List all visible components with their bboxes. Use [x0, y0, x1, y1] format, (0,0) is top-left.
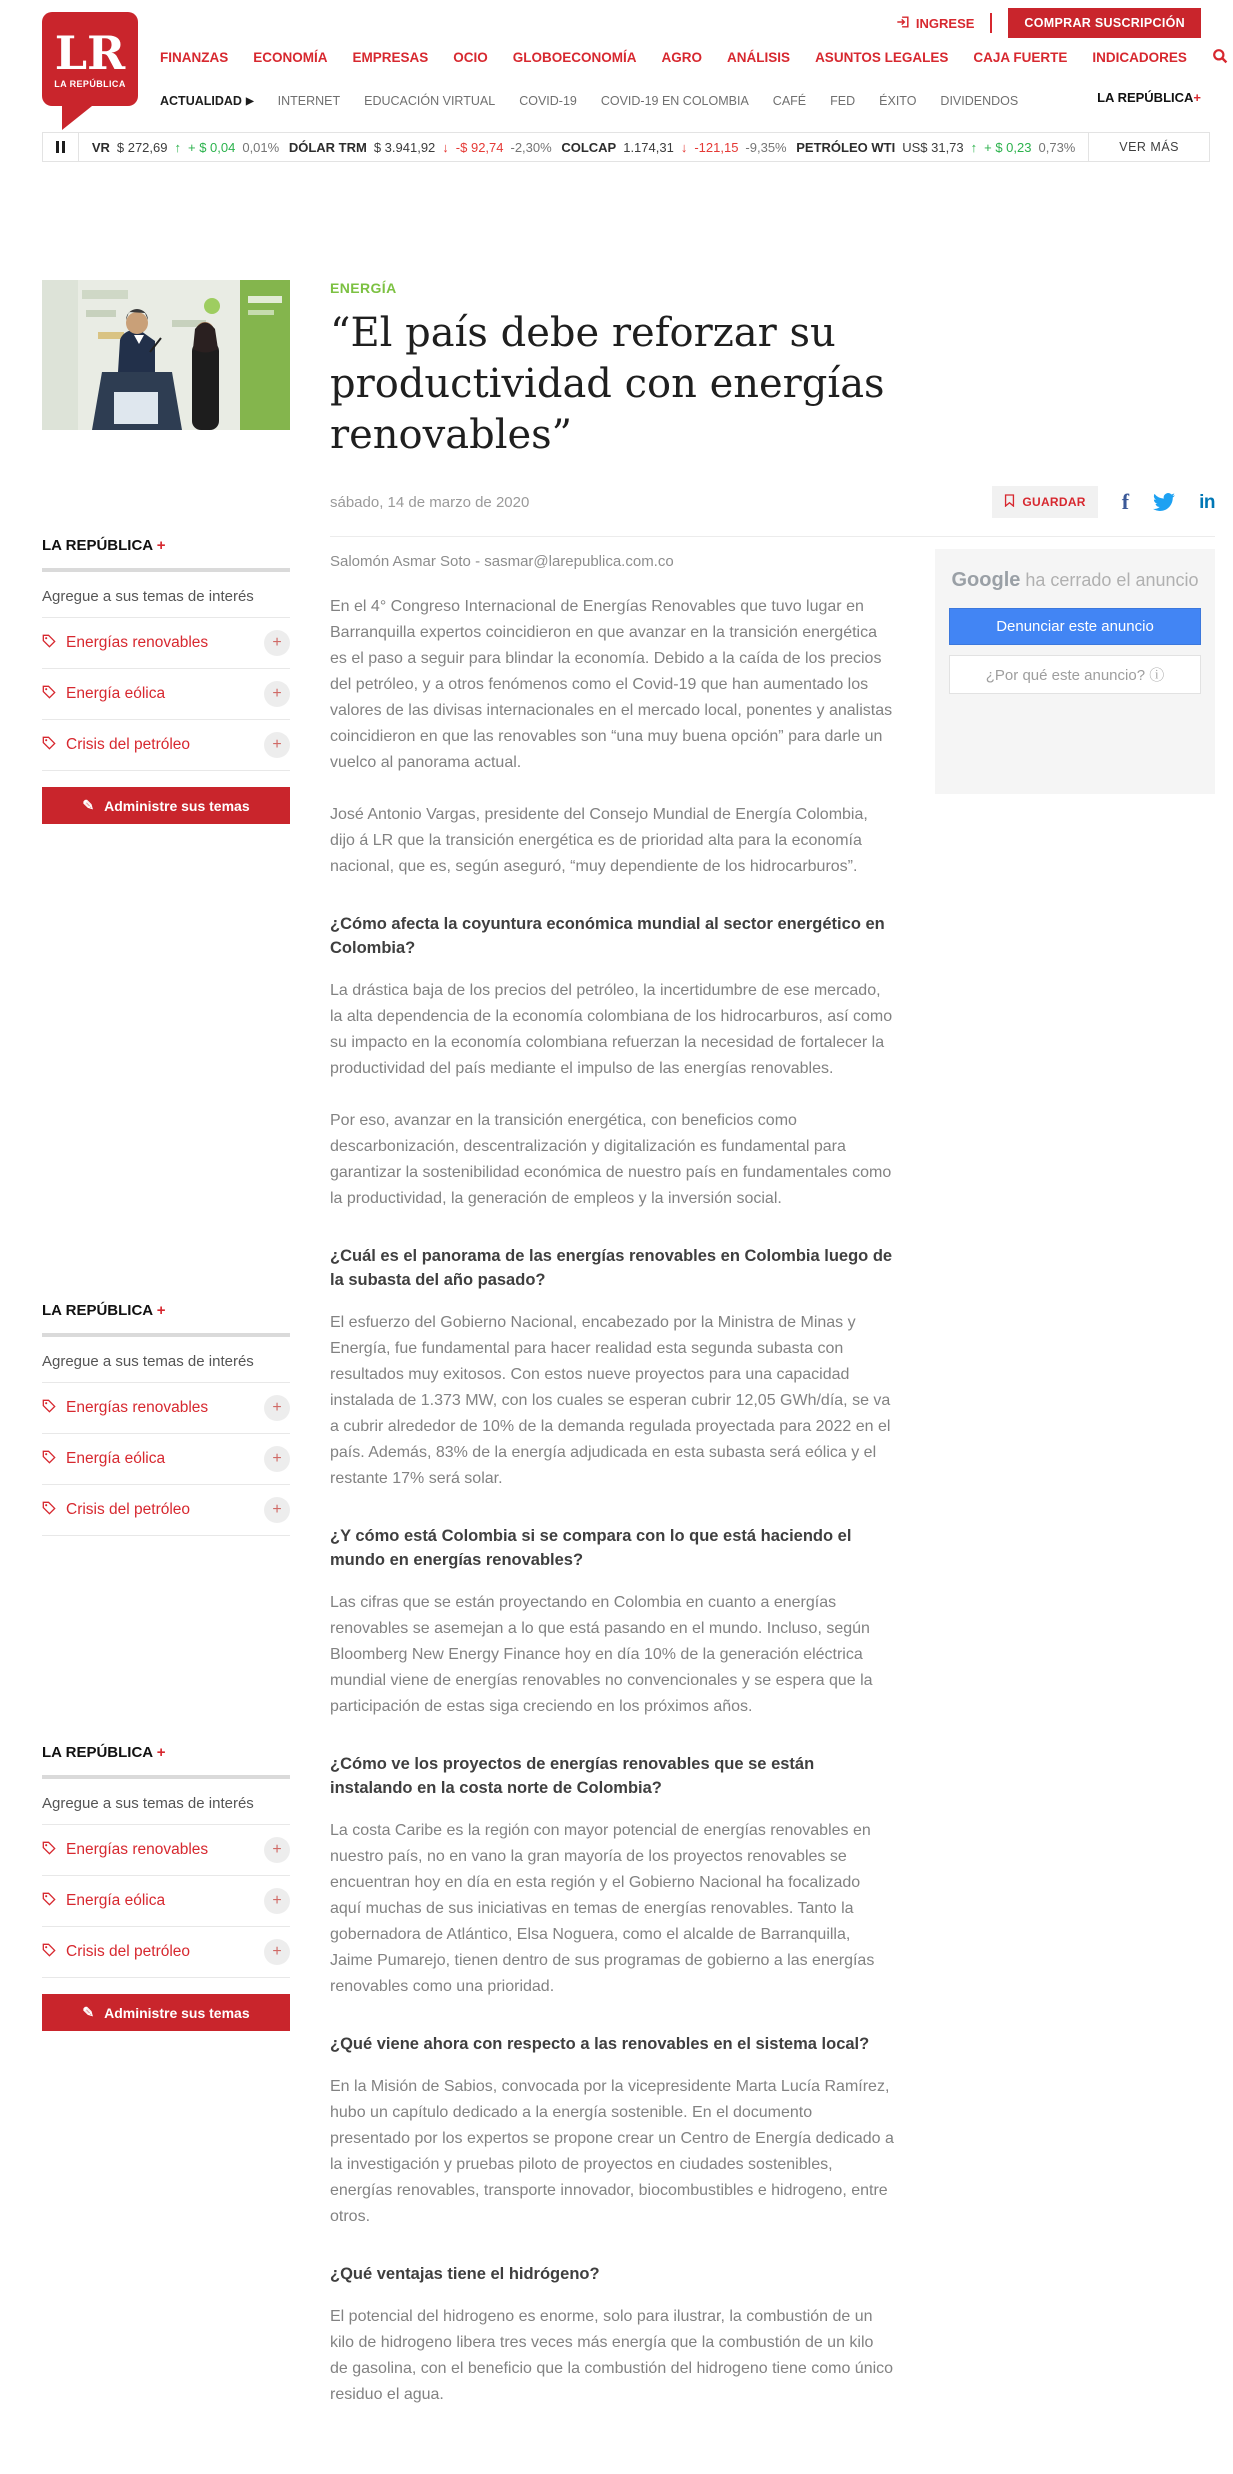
article-paragraph: Por eso, avanzar en la transición energética, con beneficios como descarbonización, descentralización y digitalización es fundamental para garantizar la sostenibilidad económica de nuestro país en fundamentales como la productividad, la generación de empleos y la inversión social.: [330, 1112, 892, 1208]
subnav-educacion-virtual[interactable]: EDUCACIÓN VIRTUAL: [364, 94, 496, 108]
ticker-label: DÓLAR TRM: [288, 139, 367, 155]
lr-logo-subtext: LA REPÚBLICA: [54, 78, 126, 89]
login-link[interactable]: [896, 15, 975, 32]
article-date: sábado, 14 de marzo de 2020: [330, 493, 530, 511]
ticker-item-dolar-trm[interactable]: [289, 140, 552, 155]
ticker-percent: 0,73%: [1038, 139, 1076, 155]
interview-question: ¿Qué viene ahora con respecto a las renovables en el sistema local?: [330, 2035, 870, 2054]
down-arrow-icon: ↓: [680, 139, 688, 155]
tag-icon: [42, 736, 56, 755]
interview-question: ¿Y cómo está Colombia si se compara con lo que está haciendo el mundo en energías renovables?: [330, 1527, 852, 1570]
article-meta-row: [330, 486, 1215, 537]
ticker-item-vr[interactable]: [92, 140, 279, 155]
main-nav: [32, 44, 1201, 70]
content-layout: [0, 280, 1233, 2474]
ad-message: ha cerrado el anuncio: [1025, 570, 1199, 591]
nav-globoeconomia[interactable]: GLOBOECONOMÍA: [512, 49, 637, 65]
topic-label: Crisis del petróleo: [66, 1501, 191, 1519]
login-icon: [896, 15, 910, 32]
tag-icon: [42, 1841, 56, 1860]
plus-icon: +: [156, 1744, 166, 1762]
ticker-percent: -9,35%: [745, 139, 787, 155]
ticker-quotes: [79, 133, 1088, 161]
article-author: Salomón Asmar Soto - sasmar@larepublica.com.co: [330, 553, 674, 571]
manage-topics-button[interactable]: [42, 787, 290, 824]
subnav-dividendos[interactable]: DIVIDENDOS: [940, 94, 1019, 108]
left-sidebar: [42, 537, 290, 2434]
add-topic-button[interactable]: +: [264, 681, 290, 707]
article-paragraph: Las cifras que se están proyectando en Colombia en cuanto a energías renovables se asemejan a lo que está pasando en el mundo. Incluso, según Bloomberg New Energy Finance hoy en día 10% de la generación eléctrica mundial viene de energías renovables no convencionales y se espera que la participación de estas siga creciendo en los próximos años.: [330, 1594, 873, 1716]
tag-icon: [42, 634, 56, 653]
lr-logo-text: LR: [54, 25, 126, 80]
ticker-change: + $ 0,04: [187, 139, 236, 155]
subnav-fed[interactable]: FED: [830, 94, 856, 108]
topic-label: Energías renovables: [66, 1841, 209, 1859]
ticker-change: -121,15: [694, 139, 739, 155]
subnav-brand-label: LA REPÚBLICA: [1097, 90, 1194, 105]
widget-brand-label: LA REPÚBLICA: [42, 1302, 153, 1320]
manage-topics-label: Administre sus temas: [104, 2004, 250, 2021]
subnav-actualidad[interactable]: [160, 94, 254, 108]
subnav-active-label: ACTUALIDAD: [160, 94, 242, 108]
article-paragraph: La drástica baja de los precios del petróleo, la incertidumbre de ese mercado, la alta dependencia de la economía colombiana de los hidrocarburos, así como su impacto en la economía colombiana refuerzan la necesidad de fortalecer la productividad del país mediante el impulso de las energías renovables.: [330, 982, 893, 1078]
save-button[interactable]: [992, 486, 1097, 518]
widget-brand-label: LA REPÚBLICA: [42, 537, 153, 555]
ticker-value: 1.174,31: [623, 139, 674, 155]
tag-icon: [42, 1943, 56, 1962]
article-body: [330, 537, 895, 2434]
topic-label: Energías renovables: [66, 634, 209, 652]
article-photo-illustration: [42, 280, 290, 430]
widget-heading: Agregue a sus temas de interés: [42, 1353, 254, 1371]
pencil-icon: ✎: [82, 797, 95, 814]
tag-icon: [42, 1892, 56, 1911]
ticker-item-colcap[interactable]: [561, 140, 786, 155]
topic-label: Energías renovables: [66, 1399, 209, 1417]
widget-divider-bar: [42, 1775, 290, 1779]
nav-ocio[interactable]: OCIO: [453, 49, 488, 65]
topic-crisis-del-petroleo[interactable]: [42, 719, 290, 771]
plus-icon: +: [156, 537, 166, 555]
ticker-value: $ 3.941,92: [373, 139, 436, 155]
down-arrow-icon: ↓: [442, 139, 449, 155]
article-paragraph: En el 4° Congreso Internacional de Energías Renovables que tuvo lugar en Barranquilla expertos coincidieron en que avanzar en la transición energética es el paso a seguir para blindar la economía. Debido a la caída de los precios del petróleo, y a otros fenómenos como el Covid-19 que han aumentado los valores de las divisas internacionales en el mercado local, ponentes y analistas coincidieron en que las renovables son “una muy buena opción” para darle un vuelco al panorama actual.: [330, 598, 893, 772]
search-button[interactable]: [1212, 48, 1228, 67]
widget-heading: Agregue a sus temas de interés: [42, 588, 254, 606]
article-paragraph: José Antonio Vargas, presidente del Consejo Mundial de Energía Colombia, dijo á LR que la transición energética es de prioridad alta para la economía nacional, que es, según aseguró, “muy dependiente de los hidrocarburos”.: [330, 806, 868, 876]
report-ad-button[interactable]: Denunciar este anuncio: [949, 608, 1201, 645]
ticker-ver-mas-button[interactable]: VER MÁS: [1088, 133, 1209, 161]
interview-question: ¿Cómo ve los proyectos de energías renovables que se están instalando en la costa norte de Colombia?: [330, 1755, 815, 1798]
add-topic-button[interactable]: +: [264, 1939, 290, 1965]
why-this-ad-button[interactable]: ¿Por qué este anuncio? ⓘ: [949, 655, 1201, 694]
ticker-item-petroleo-wti[interactable]: [796, 140, 1075, 155]
topic-label: Energía eólica: [66, 1450, 166, 1468]
nav-analisis[interactable]: ANÁLISIS: [727, 49, 791, 65]
article-paragraph: La costa Caribe es la región con mayor potencial de energías renovables en nuestro país, no en vano la gran mayoría de los proyectos renovables se encuentran hoy en día en esta región y el Gobierno Nacional ha focalizado aquí muchas de sus iniciativas en temas de energías renovables. Tanto la gobernadora de Atlántico, Elsa Noguera, como el alcalde de Barranquilla, Jaime Pumarejo, tienen dentro de sus programas de gobierno a las energías renovables como una prioridad.: [330, 1822, 875, 1996]
right-rail: [935, 537, 1215, 2434]
widget-brand[interactable]: [42, 1744, 290, 1761]
google-logo: Google: [951, 569, 1021, 592]
add-topic-button[interactable]: +: [264, 1888, 290, 1914]
widget-divider-bar: [42, 568, 290, 572]
subnav-cafe[interactable]: CAFÉ: [772, 94, 807, 108]
plus-icon: +: [1193, 90, 1201, 105]
nav-asuntos-legales[interactable]: ASUNTOS LEGALES: [815, 49, 949, 65]
header-divider: [990, 13, 992, 33]
widget-divider-bar: [42, 1333, 290, 1337]
topic-crisis-del-petroleo[interactable]: [42, 1926, 290, 1978]
tag-icon: [42, 685, 56, 704]
subnav-covid19-colombia[interactable]: COVID-19 EN COLOMBIA: [600, 94, 749, 108]
ad-closed-message: [949, 569, 1201, 592]
interview-question: ¿Cómo afecta la coyuntura económica mundial al sector energético en Colombia?: [330, 915, 885, 958]
subnav-exito[interactable]: ÉXITO: [879, 94, 917, 108]
topic-energias-renovables[interactable]: [42, 1382, 290, 1433]
tag-icon: [42, 1399, 56, 1418]
topic-label: Crisis del petróleo: [66, 1943, 191, 1961]
tag-icon: [42, 1450, 56, 1469]
nav-empresas[interactable]: EMPRESAS: [352, 49, 429, 65]
pencil-icon: ✎: [82, 2004, 95, 2021]
ticker-change: -$ 92,74: [455, 139, 504, 155]
pause-icon: [56, 141, 59, 153]
subnav-internet[interactable]: INTERNET: [277, 94, 341, 108]
search-icon: [1212, 48, 1228, 67]
ticker-percent: 0,01%: [242, 139, 280, 155]
header-top-bar: [32, 8, 1201, 38]
topic-energia-eolica[interactable]: [42, 1875, 290, 1926]
sub-nav: [32, 90, 1201, 112]
add-topic-button[interactable]: +: [264, 630, 290, 656]
manage-topics-button[interactable]: [42, 1994, 290, 2031]
ticker-change: + $ 0,23: [984, 139, 1032, 155]
add-topic-button[interactable]: +: [264, 1497, 290, 1523]
topics-widget: [42, 537, 290, 824]
up-arrow-icon: ↑: [970, 139, 978, 155]
topics-widget: [42, 1744, 290, 2031]
linkedin-icon[interactable]: in: [1199, 491, 1215, 513]
subnav-covid19[interactable]: COVID-19: [519, 94, 577, 108]
ticker-value: $ 272,69: [116, 139, 168, 155]
twitter-icon[interactable]: [1153, 491, 1175, 513]
add-topic-button[interactable]: +: [264, 732, 290, 758]
ticker-label: PETRÓLEO WTI: [796, 139, 896, 155]
ticker-percent: -2,30%: [510, 139, 552, 155]
article-header: [330, 280, 1215, 537]
nav-caja-fuerte[interactable]: CAJA FUERTE: [973, 49, 1068, 65]
article-title: “El país debe reforzar su productividad con energías renovables”: [330, 310, 885, 458]
save-label: GUARDAR: [1022, 495, 1086, 510]
caret-right-icon: ▶: [245, 95, 254, 107]
up-arrow-icon: ↑: [174, 139, 181, 155]
facebook-icon[interactable]: f: [1121, 489, 1130, 515]
article-image: [42, 280, 290, 537]
topic-label: Energía eólica: [66, 685, 166, 703]
topic-energia-eolica[interactable]: [42, 668, 290, 719]
share-toolbar: [992, 486, 1215, 518]
topic-crisis-del-petroleo[interactable]: [42, 1484, 290, 1536]
nav-economia[interactable]: ECONOMÍA: [253, 49, 328, 65]
add-topic-button[interactable]: +: [264, 1446, 290, 1472]
manage-topics-label: Administre sus temas: [104, 797, 250, 814]
ticker-pause-button[interactable]: [43, 133, 79, 161]
add-topic-button[interactable]: +: [264, 1837, 290, 1863]
nav-finanzas[interactable]: FINANZAS: [160, 49, 229, 65]
tag-icon: [42, 1501, 56, 1520]
site-header: [0, 0, 1233, 112]
lr-logo[interactable]: [42, 12, 138, 130]
add-topic-button[interactable]: +: [264, 1395, 290, 1421]
topics-widget: [42, 1302, 290, 1536]
ticker-label: VR: [91, 139, 110, 155]
nav-indicadores[interactable]: INDICADORES: [1092, 49, 1187, 65]
widget-brand[interactable]: [42, 537, 290, 554]
ticker-value: US$ 31,73: [902, 139, 964, 155]
widget-brand-label: LA REPÚBLICA: [42, 1744, 153, 1762]
topic-energia-eolica[interactable]: [42, 1433, 290, 1484]
article-category[interactable]: ENERGÍA: [330, 280, 397, 296]
widget-heading: Agregue a sus temas de interés: [42, 1795, 254, 1813]
ticker-label: COLCAP: [561, 139, 617, 155]
subscribe-button[interactable]: COMPRAR SUSCRIPCIÓN: [1008, 8, 1201, 38]
market-ticker: [42, 132, 1210, 162]
topic-label: Energía eólica: [66, 1892, 166, 1910]
bookmark-icon: [1004, 494, 1015, 510]
topic-label: Crisis del petróleo: [66, 736, 191, 754]
login-label: INGRESE: [915, 15, 975, 31]
plus-icon: +: [156, 1302, 166, 1320]
nav-agro[interactable]: AGRO: [661, 49, 703, 65]
interview-question: ¿Qué ventajas tiene el hidrógeno?: [330, 2265, 600, 2284]
google-ad-panel: [935, 549, 1215, 794]
article-paragraph: En la Misión de Sabios, convocada por la vicepresidente Marta Lucía Ramírez, hubo un capítulo dedicado a la energía sostenible. En el documento presentado por los expertos se propone crear un Centro de Energía dedicado a la investigación y pruebas piloto de proyectos en ciudades sostenibles, energías renovables, transporte innovador, biocombustibles e hidrogeno, entre otros.: [330, 2078, 894, 2226]
pause-icon: [62, 141, 65, 153]
subnav-la-republica-plus[interactable]: [1097, 90, 1201, 105]
topic-energias-renovables[interactable]: [42, 617, 290, 668]
article-paragraph: El potencial del hidrogeno es enorme, solo para ilustrar, la combustión de un kilo de hidrogeno libera tres veces más energía que la combustión de un kilo de gasolina, con el beneficio que la combustión del hidrogeno tiene como único residuo el agua.: [330, 2308, 894, 2404]
topic-energias-renovables[interactable]: [42, 1824, 290, 1875]
article-paragraph: El esfuerzo del Gobierno Nacional, encabezado por la Ministra de Minas y Energía, fue fundamental para hacer realidad esta segunda subasta con resultados muy exitosos. Con estos nueve proyectos para una capacidad instalada de 1.373 MW, con los cuales se esperan cubrir 12,05 GWh/día, se va a cubrir alrededor de 10% de la demanda regulada proyectada para 2022 en el país. Además, 83% de la energía adjudicada en esta subasta será eólica y el restante 17% será solar.: [330, 1314, 891, 1488]
widget-brand[interactable]: [42, 1302, 290, 1319]
interview-question: ¿Cuál es el panorama de las energías renovables en Colombia luego de la subasta del año pasado?: [330, 1247, 893, 1290]
